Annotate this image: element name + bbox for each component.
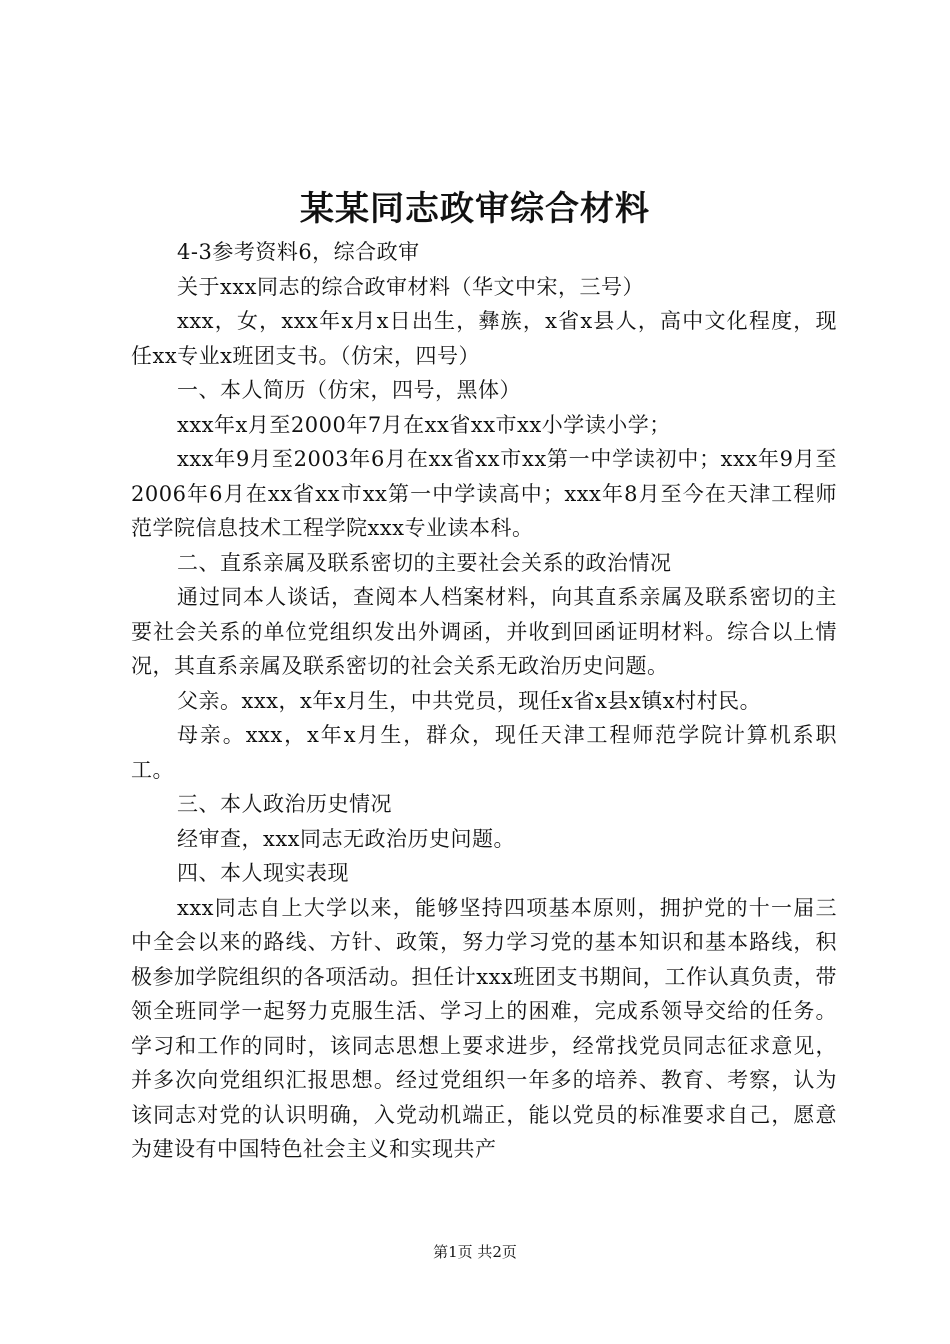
document-body (131, 235, 837, 1167)
paragraph-performance: xxx同志自上大学以来，能够坚持四项基本原则，拥护党的十一届三中全会以来的路线、方针、政策，努力学习党的基本知识和基本路线，积极参加学院组织的各项活动。担任计xxx班团支书期间，工作认真负责，带领全班同学一起努力克服生活、学习上的困难，完成系领导交给的任务。学习和工作的同时，该同志思想上要求进步，经常找党员同志征求意见，并多次向党组织汇报思想。经过党组织一年多的培养、教育、考察，认为该同志对党的认识明确，入党动机端正，能以党员的标准要求自己，愿意为建设有中国特色社会主义和实现共产 (131, 895, 837, 1161)
section-heading-resume: 一、本人简历（仿宋，四号，黑体） (177, 378, 521, 402)
paragraph-resume-primary: xxx年x月至2000年7月在xx省xx市xx小学读小学； (177, 412, 671, 437)
paragraph-resume-secondary: xxx年9月至2003年6月在xx省xx市xx第一中学读初中；xxx年9月至2006年6月在xx省xx市xx第一中学读高中；xxx年8月至今在天津工程师范学院信息技术工程学院xxx专业读本科。 (131, 447, 837, 540)
page-number-footer: 第1页 共2页 (433, 1243, 517, 1261)
paragraph-relatives-review: 通过同本人谈话，查阅本人档案材料，向其直系亲属及联系密切的主要社会关系的单位党组织发出外调函，并收到回函证明材料。综合以上情况，其直系亲属及联系密切的社会关系无政治历史问题。 (131, 585, 837, 678)
paragraph-basic-info: xxx，女，xxx年x月x日出生，彝族，x省x县人，高中文化程度，现任xx专业x班团支书。（仿宋，四号） (131, 309, 837, 368)
document-title: 某某同志政审综合材料 (300, 189, 650, 229)
paragraph-father: 父亲。xxx，x年x月生，中共党员，现任x省x县x镇x村村民。 (177, 688, 762, 713)
paragraph-reference: 4-3参考资料6，综合政审 (177, 240, 420, 264)
paragraph-subject: 关于xxx同志的综合政审材料（华文中宋，三号） (177, 274, 645, 299)
paragraph-mother: 母亲。xxx，x年x月生，群众，现任天津工程师范学院计算机系职工。 (131, 723, 837, 782)
section-heading-performance: 四、本人现实表现 (177, 861, 349, 885)
paragraph-political-history: 经审查，xxx同志无政治历史问题。 (177, 826, 516, 851)
section-heading-political-history: 三、本人政治历史情况 (177, 792, 392, 816)
section-heading-relatives: 二、直系亲属及联系密切的主要社会关系的政治情况 (177, 550, 672, 575)
